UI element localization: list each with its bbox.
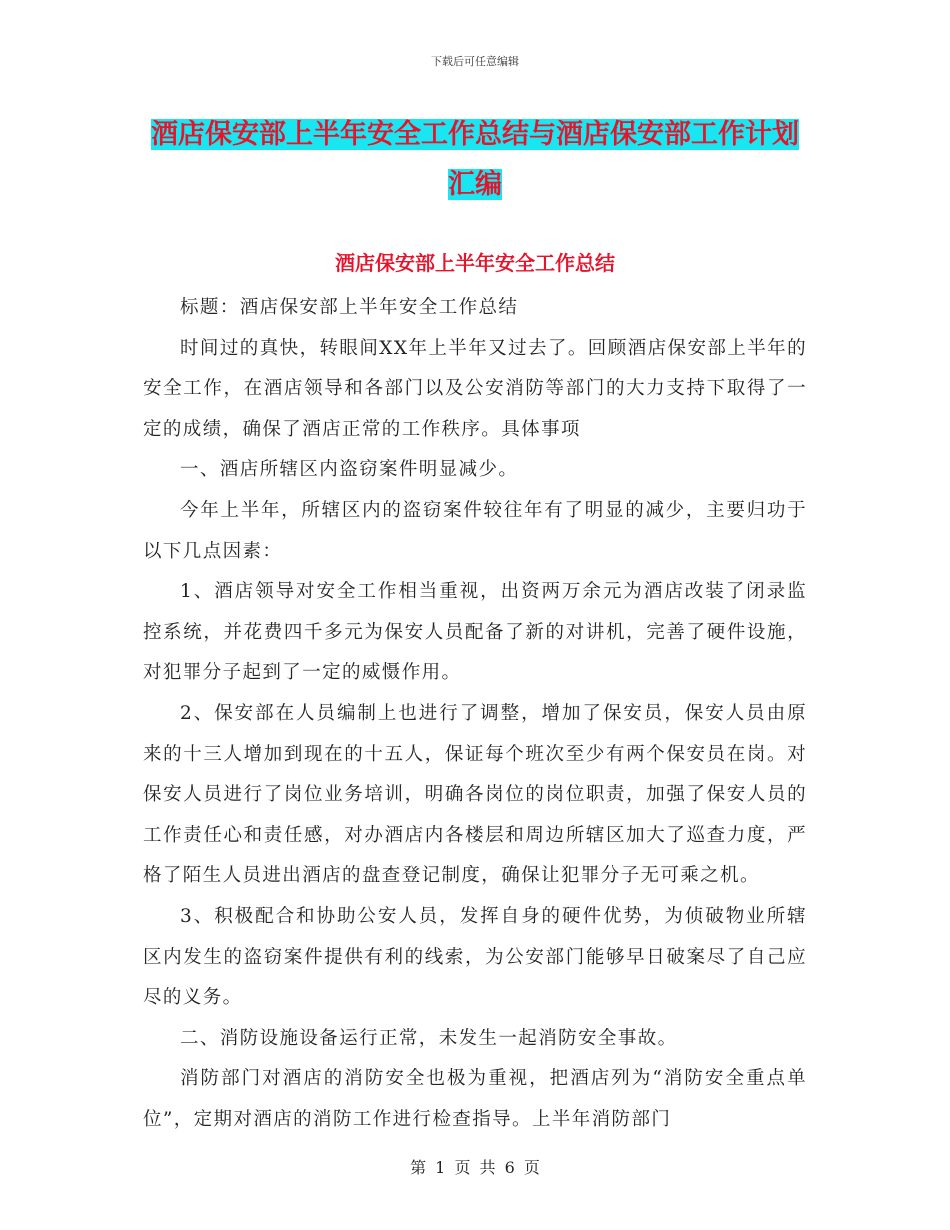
header-note: 下载后可任意编辑	[431, 55, 519, 68]
paragraph: 标题：酒店保安部上半年安全工作总结	[180, 297, 519, 318]
paragraph: 时间过的真快，转眼间XX年上半年又过去了。回顾酒店保安部上半年的安全工作，在酒店领导和各部门以及公安消防等部门的大力支持下取得了一定的成绩，确保了酒店正常的工作秩序。具体事项	[143, 337, 807, 440]
document-body	[143, 288, 807, 1140]
paragraph: 一、酒店所辖区内盗窃案件明显减少。	[180, 459, 519, 481]
paragraph: 消防部门对酒店的消防安全也极为重视，把酒店列为“消防安全重点单位”，定期对酒店的消防工作进行检查指导。上半年消防部门	[143, 1068, 807, 1130]
paragraph: 今年上半年，所辖区内的盗窃案件较往年有了明显的减少，主要归功于以下几点因素：	[143, 499, 807, 562]
section-title: 酒店保安部上半年安全工作总结	[335, 251, 615, 275]
document-title	[145, 110, 805, 210]
paragraph: 3、积极配合和协助公安人员，发挥自身的硬件优势，为侦破物业所辖区内发生的盗窃案件提供有利的线索，为公安部门能够早日破案尽了自己应尽的义务。	[143, 905, 807, 1009]
document-title-text: 酒店保安部上半年安全工作总结与酒店保安部工作计划汇编	[151, 119, 799, 200]
paragraph: 1、酒店领导对安全工作相当重视，出资两万余元为酒店改装了闭录监控系统，并花费四千多元为保安人员配备了新的对讲机，完善了硬件设施，对犯罪分子起到了一定的威慑作用。	[143, 581, 807, 684]
page-footer: 第 1 页 共 6 页	[410, 1158, 540, 1177]
paragraph: 二、消防设施设备运行正常，未发生一起消防安全事故。	[180, 1027, 678, 1049]
paragraph: 2、保安部在人员编制上也进行了调整，增加了保安员，保安人员由原来的十三人增加到现在的十五人，保证每个班次至少有两个保安员在岗。对保安人员进行了岗位业务培训，明确各岗位的岗位职责，加强了保安人员的工作责任心和责任感，对办酒店内各楼层和周边所辖区加大了巡查力度，严格了陌生人员进出酒店的盘查登记制度，确保让犯罪分子无可乘之机。	[143, 702, 807, 887]
